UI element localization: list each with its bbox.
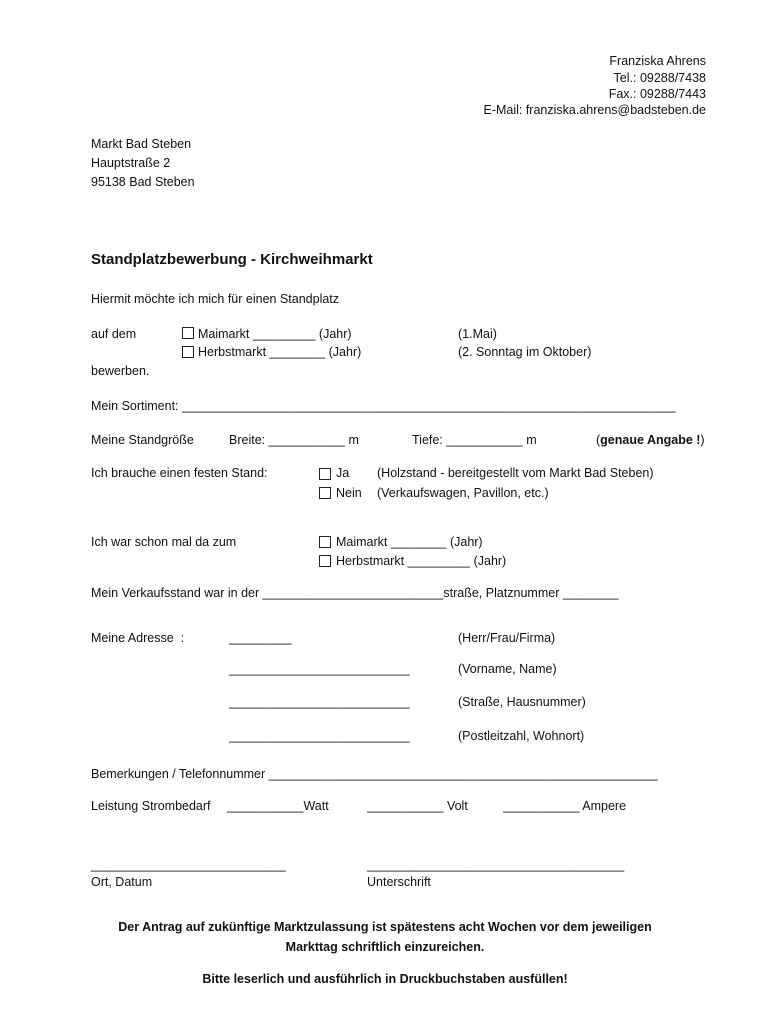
fixed-stand-no-note: (Verkaufswagen, Pavillon, etc.): [377, 486, 549, 500]
standsize-note-close: ): [700, 433, 705, 447]
notice-line-2: Markttag schriftlich einzureichen.: [285, 940, 485, 954]
maimarkt-label: Maimarkt _________ (Jahr): [198, 327, 352, 341]
application-label: auf dem: [91, 327, 137, 341]
power-ampere-field[interactable]: ___________ Ampere: [503, 799, 627, 813]
location-field[interactable]: Mein Verkaufsstand war in der __________________________straße, Platznummer ________: [91, 586, 619, 600]
place-date-line[interactable]: ____________________________: [91, 858, 286, 872]
power-volt-field[interactable]: ___________ Volt: [367, 799, 468, 813]
herbstmarkt-checkbox[interactable]: [182, 346, 194, 358]
address-name-note: (Vorname, Name): [458, 662, 557, 676]
maimarkt-note: (1.Mai): [458, 327, 497, 341]
address-name-field[interactable]: __________________________: [229, 662, 410, 676]
previous-maimarkt-checkbox[interactable]: [319, 536, 331, 548]
sender-fax: Fax.: 09288/7443: [608, 87, 706, 101]
place-date-label: Ort, Datum: [91, 875, 153, 889]
fixed-stand-no-label: Nein: [336, 486, 362, 500]
sortiment-field[interactable]: Mein Sortiment: _______________________________________________________________________: [91, 399, 676, 413]
address-salutation-field[interactable]: _________: [229, 631, 292, 645]
fixed-stand-yes-checkbox[interactable]: [319, 468, 331, 480]
recipient-line-1: Markt Bad Steben: [91, 137, 192, 151]
fixed-stand-yes-note: (Holzstand - bereitgestellt vom Markt Bad Steben): [377, 466, 654, 480]
signature-label: Unterschrift: [367, 875, 431, 889]
sender-phone: Tel.: 09288/7438: [613, 71, 706, 85]
fixed-stand-label: Ich brauche einen festen Stand:: [91, 466, 268, 480]
previous-herbstmarkt-checkbox[interactable]: [319, 555, 331, 567]
standsize-label: Meine Standgröße: [91, 433, 194, 447]
remarks-field[interactable]: Bemerkungen / Telefonnummer ________________________________________________________: [91, 767, 658, 781]
recipient-line-3: 95138 Bad Steben: [91, 175, 195, 189]
previous-maimarkt-label: Maimarkt ________ (Jahr): [336, 535, 483, 549]
notice-line-1: Der Antrag auf zukünftige Marktzulassung ist spätestens acht Wochen vor dem jeweiligen: [118, 920, 652, 934]
standsize-note: [596, 433, 705, 448]
address-city-field[interactable]: __________________________: [229, 729, 410, 743]
fill-instruction: Bitte leserlich und ausführlich in Druckbuchstaben ausfüllen!: [202, 972, 568, 986]
standsize-note-open: (: [596, 433, 601, 447]
sender-email: E-Mail: franziska.ahrens@badsteben.de: [483, 103, 706, 117]
herbstmarkt-note: (2. Sonntag im Oktober): [458, 345, 592, 359]
fixed-stand-yes-label: Ja: [336, 466, 350, 480]
previous-herbstmarkt-label: Herbstmarkt _________ (Jahr): [336, 554, 507, 568]
standsize-depth-field[interactable]: Tiefe: ___________ m: [412, 433, 537, 447]
power-watt-field[interactable]: ___________Watt: [227, 799, 329, 813]
sender-name: Franziska Ahrens: [609, 54, 706, 68]
page-title: Standplatzbewerbung - Kirchweihmarkt: [91, 251, 373, 268]
signature-line[interactable]: _____________________________________: [367, 858, 625, 872]
application-closing: bewerben.: [91, 364, 150, 378]
herbstmarkt-label: Herbstmarkt ________ (Jahr): [198, 345, 362, 359]
recipient-line-2: Hauptstraße 2: [91, 156, 171, 170]
standsize-width-field[interactable]: Breite: ___________ m: [229, 433, 359, 447]
intro-text: Hiermit möchte ich mich für einen Standplatz: [91, 292, 340, 306]
standsize-note-bold: genaue Angabe !: [600, 433, 701, 447]
power-label: Leistung Strombedarf: [91, 799, 211, 813]
maimarkt-checkbox[interactable]: [182, 327, 194, 339]
previous-label: Ich war schon mal da zum: [91, 535, 237, 549]
address-salutation-note: (Herr/Frau/Firma): [458, 631, 556, 645]
address-city-note: (Postleitzahl, Wohnort): [458, 729, 585, 743]
address-street-note: (Straße, Hausnummer): [458, 695, 586, 709]
address-label: Meine Adresse :: [91, 631, 185, 645]
fixed-stand-no-checkbox[interactable]: [319, 487, 331, 499]
address-street-field[interactable]: __________________________: [229, 695, 410, 709]
